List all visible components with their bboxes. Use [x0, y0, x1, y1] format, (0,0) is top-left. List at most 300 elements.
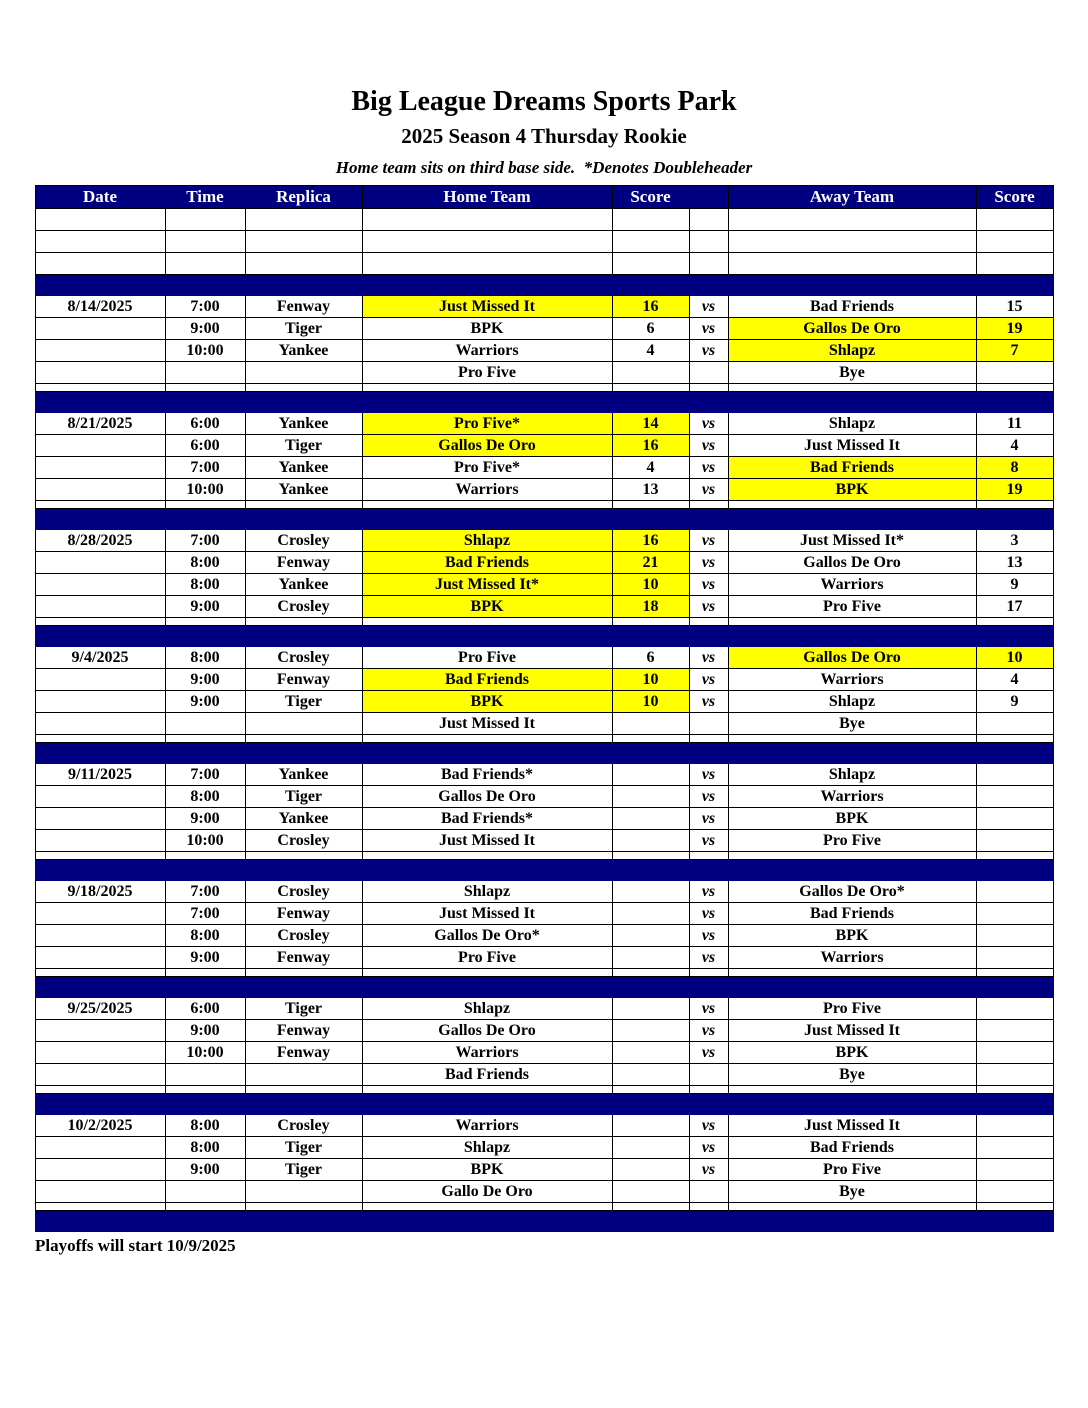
home-team-cell: Shlapz — [362, 530, 612, 552]
separator-row — [35, 509, 1053, 530]
home-score-cell-empty — [612, 231, 689, 253]
home-team-cell: Just Missed It — [362, 830, 612, 852]
replica-cell — [245, 362, 362, 384]
replica-cell-empty — [245, 969, 362, 977]
away-score-cell: 11 — [976, 413, 1053, 435]
replica-cell-empty — [245, 1203, 362, 1211]
home-score-cell — [612, 1181, 689, 1203]
replica-cell: Tiger — [245, 435, 362, 457]
away-score-cell: 3 — [976, 530, 1053, 552]
home-score-cell — [612, 1159, 689, 1181]
game-row — [35, 1115, 1053, 1137]
empty-row — [35, 209, 1053, 231]
replica-cell — [245, 1181, 362, 1203]
vs-cell — [689, 362, 728, 384]
away-team-cell: Bad Friends — [728, 457, 976, 479]
replica-cell: Yankee — [245, 808, 362, 830]
time-cell: 8:00 — [165, 786, 245, 808]
game-row — [35, 596, 1053, 618]
time-cell: 10:00 — [165, 340, 245, 362]
away-score-cell-empty — [976, 384, 1053, 392]
replica-cell: Tiger — [245, 691, 362, 713]
home-team-cell: Bad Friends — [362, 1064, 612, 1086]
away-team-cell: Just Missed It — [728, 1115, 976, 1137]
date-cell-empty — [35, 384, 165, 392]
away-score-cell-empty — [976, 1203, 1053, 1211]
date-cell-empty — [35, 501, 165, 509]
vs-cell: vs — [689, 947, 728, 969]
col-header-home-team: Home Team — [362, 186, 612, 209]
col-header-date: Date — [35, 186, 165, 209]
date-cell — [35, 669, 165, 691]
away-team-cell-empty — [728, 969, 976, 977]
home-team-cell: Just Missed It — [362, 903, 612, 925]
home-score-cell-empty — [612, 618, 689, 626]
home-score-cell: 13 — [612, 479, 689, 501]
away-score-cell: 19 — [976, 318, 1053, 340]
away-score-cell: 4 — [976, 669, 1053, 691]
separator-band — [35, 977, 1053, 998]
page-title: Big League Dreams Sports Park — [351, 86, 737, 117]
game-row — [35, 786, 1053, 808]
vs-cell — [689, 713, 728, 735]
vs-cell-empty — [689, 501, 728, 509]
replica-cell: Yankee — [245, 340, 362, 362]
date-cell: 9/25/2025 — [35, 998, 165, 1020]
home-team-cell-empty — [362, 1203, 612, 1211]
replica-cell: Fenway — [245, 947, 362, 969]
away-score-cell: 9 — [976, 574, 1053, 596]
time-cell: 9:00 — [165, 318, 245, 340]
vs-cell-empty — [689, 1086, 728, 1094]
date-cell — [35, 318, 165, 340]
vs-cell: vs — [689, 296, 728, 318]
time-cell: 9:00 — [165, 669, 245, 691]
time-cell-empty — [165, 618, 245, 626]
away-team-cell: Bad Friends — [728, 1137, 976, 1159]
vs-cell: vs — [689, 340, 728, 362]
away-team-cell: Just Missed It* — [728, 530, 976, 552]
away-team-cell-empty — [728, 618, 976, 626]
home-score-cell-empty — [612, 1203, 689, 1211]
time-cell-empty — [165, 969, 245, 977]
vs-cell: vs — [689, 1020, 728, 1042]
away-team-cell: Gallos De Oro — [728, 318, 976, 340]
away-team-cell: Bye — [728, 1064, 976, 1086]
game-row — [35, 691, 1053, 713]
separator-row — [35, 1211, 1053, 1232]
separator-row — [35, 392, 1053, 413]
separator-band — [35, 1094, 1053, 1115]
spacer-row — [35, 501, 1053, 509]
time-cell: 9:00 — [165, 596, 245, 618]
vs-cell-empty — [689, 618, 728, 626]
home-score-cell: 6 — [612, 647, 689, 669]
home-team-cell: Gallo De Oro — [362, 1181, 612, 1203]
home-team-cell: BPK — [362, 318, 612, 340]
home-score-cell-empty — [612, 209, 689, 231]
away-score-cell — [976, 1115, 1053, 1137]
bye-row — [35, 713, 1053, 735]
home-score-cell: 10 — [612, 669, 689, 691]
col-header-time: Time — [165, 186, 245, 209]
game-row — [35, 998, 1053, 1020]
home-score-cell — [612, 1064, 689, 1086]
date-cell — [35, 903, 165, 925]
replica-cell-empty — [245, 735, 362, 743]
away-team-cell: Bad Friends — [728, 296, 976, 318]
away-team-cell: Warriors — [728, 669, 976, 691]
date-cell: 9/18/2025 — [35, 881, 165, 903]
date-cell — [35, 691, 165, 713]
vs-cell: vs — [689, 881, 728, 903]
home-team-cell: Shlapz — [362, 1137, 612, 1159]
replica-cell: Crosley — [245, 647, 362, 669]
time-cell: 6:00 — [165, 998, 245, 1020]
home-score-cell: 6 — [612, 318, 689, 340]
home-score-cell: 4 — [612, 340, 689, 362]
vs-cell-empty — [689, 735, 728, 743]
vs-cell: vs — [689, 1159, 728, 1181]
time-cell-empty — [165, 253, 245, 275]
away-score-cell-empty — [976, 969, 1053, 977]
away-team-cell: Shlapz — [728, 764, 976, 786]
vs-cell — [689, 1181, 728, 1203]
time-cell: 9:00 — [165, 808, 245, 830]
time-cell: 9:00 — [165, 1020, 245, 1042]
replica-cell-empty — [245, 618, 362, 626]
replica-cell: Tiger — [245, 318, 362, 340]
home-score-cell — [612, 947, 689, 969]
away-team-cell: Pro Five — [728, 998, 976, 1020]
vs-cell: vs — [689, 530, 728, 552]
replica-cell: Tiger — [245, 1159, 362, 1181]
home-team-cell: Gallos De Oro — [362, 435, 612, 457]
replica-cell: Fenway — [245, 1042, 362, 1064]
col-header-replica: Replica — [245, 186, 362, 209]
spacer-row — [35, 384, 1053, 392]
away-team-cell: Bye — [728, 1181, 976, 1203]
date-cell — [35, 1181, 165, 1203]
time-cell-empty — [165, 384, 245, 392]
time-cell — [165, 1064, 245, 1086]
game-row — [35, 479, 1053, 501]
game-row — [35, 413, 1053, 435]
home-score-cell-empty — [612, 969, 689, 977]
home-team-cell: Bad Friends — [362, 552, 612, 574]
home-team-cell-empty — [362, 209, 612, 231]
date-cell-empty — [35, 253, 165, 275]
time-cell: 8:00 — [165, 1137, 245, 1159]
home-score-cell — [612, 362, 689, 384]
vs-cell: vs — [689, 998, 728, 1020]
replica-cell: Yankee — [245, 574, 362, 596]
away-team-cell: Just Missed It — [728, 435, 976, 457]
date-cell — [35, 1042, 165, 1064]
vs-cell: vs — [689, 1042, 728, 1064]
game-row — [35, 435, 1053, 457]
away-score-cell — [976, 764, 1053, 786]
home-team-cell: BPK — [362, 1159, 612, 1181]
away-score-cell-empty — [976, 1086, 1053, 1094]
home-score-cell-empty — [612, 384, 689, 392]
away-score-cell-empty — [976, 618, 1053, 626]
home-score-cell — [612, 881, 689, 903]
time-cell: 7:00 — [165, 764, 245, 786]
vs-cell: vs — [689, 691, 728, 713]
separator-band — [35, 1211, 1053, 1232]
replica-cell-empty — [245, 384, 362, 392]
away-score-cell — [976, 830, 1053, 852]
date-cell — [35, 574, 165, 596]
away-team-cell: Shlapz — [728, 413, 976, 435]
vs-cell: vs — [689, 1115, 728, 1137]
away-score-cell: 8 — [976, 457, 1053, 479]
replica-cell: Crosley — [245, 830, 362, 852]
time-cell: 8:00 — [165, 647, 245, 669]
away-team-cell: Gallos De Oro — [728, 552, 976, 574]
home-score-cell — [612, 925, 689, 947]
date-cell — [35, 362, 165, 384]
away-score-cell — [976, 1020, 1053, 1042]
home-score-cell: 10 — [612, 691, 689, 713]
time-cell: 10:00 — [165, 830, 245, 852]
home-team-cell: Pro Five* — [362, 413, 612, 435]
away-team-cell: BPK — [728, 1042, 976, 1064]
date-cell — [35, 830, 165, 852]
home-team-cell-empty — [362, 618, 612, 626]
vs-cell-empty — [689, 852, 728, 860]
away-score-cell: 15 — [976, 296, 1053, 318]
away-score-cell — [976, 947, 1053, 969]
away-team-cell: Just Missed It — [728, 1020, 976, 1042]
home-team-cell: Pro Five — [362, 362, 612, 384]
schedule-table — [35, 185, 1054, 1232]
away-score-cell-empty — [976, 852, 1053, 860]
vs-cell: vs — [689, 669, 728, 691]
game-row — [35, 947, 1053, 969]
game-row — [35, 669, 1053, 691]
replica-cell: Crosley — [245, 925, 362, 947]
home-team-cell: Warriors — [362, 340, 612, 362]
time-cell: 7:00 — [165, 296, 245, 318]
replica-cell: Tiger — [245, 998, 362, 1020]
game-row — [35, 340, 1053, 362]
away-score-cell — [976, 713, 1053, 735]
vs-cell-empty — [689, 384, 728, 392]
game-row — [35, 903, 1053, 925]
vs-cell: vs — [689, 596, 728, 618]
date-cell — [35, 947, 165, 969]
home-team-cell: Bad Friends* — [362, 764, 612, 786]
date-cell: 9/4/2025 — [35, 647, 165, 669]
away-team-cell: BPK — [728, 479, 976, 501]
separator-row — [35, 860, 1053, 881]
away-team-cell: Bye — [728, 362, 976, 384]
vs-cell-empty — [689, 253, 728, 275]
date-cell-empty — [35, 209, 165, 231]
time-cell: 7:00 — [165, 881, 245, 903]
home-score-cell: 21 — [612, 552, 689, 574]
away-score-cell: 13 — [976, 552, 1053, 574]
bye-row — [35, 1064, 1053, 1086]
bye-row — [35, 1181, 1053, 1203]
away-team-cell: Bad Friends — [728, 903, 976, 925]
header-row — [35, 186, 1053, 209]
spacer-row — [35, 852, 1053, 860]
home-team-cell: Pro Five — [362, 647, 612, 669]
home-team-cell: BPK — [362, 596, 612, 618]
away-score-cell — [976, 881, 1053, 903]
away-score-cell — [976, 1042, 1053, 1064]
game-row — [35, 881, 1053, 903]
date-cell: 9/11/2025 — [35, 764, 165, 786]
vs-cell: vs — [689, 764, 728, 786]
home-team-cell: Warriors — [362, 1042, 612, 1064]
vs-cell-empty — [689, 1203, 728, 1211]
replica-cell: Fenway — [245, 903, 362, 925]
game-row — [35, 296, 1053, 318]
date-cell-empty — [35, 618, 165, 626]
time-cell: 7:00 — [165, 457, 245, 479]
replica-cell: Yankee — [245, 479, 362, 501]
away-score-cell — [976, 362, 1053, 384]
game-row — [35, 552, 1053, 574]
time-cell — [165, 713, 245, 735]
home-score-cell-empty — [612, 852, 689, 860]
date-cell — [35, 925, 165, 947]
date-cell-empty — [35, 735, 165, 743]
home-team-cell: Gallos De Oro — [362, 1020, 612, 1042]
separator-row — [35, 1094, 1053, 1115]
game-row — [35, 574, 1053, 596]
spacer-row — [35, 1086, 1053, 1094]
away-team-cell-empty — [728, 1086, 976, 1094]
away-score-cell-empty — [976, 209, 1053, 231]
away-team-cell-empty — [728, 209, 976, 231]
away-score-cell-empty — [976, 735, 1053, 743]
away-team-cell: Warriors — [728, 947, 976, 969]
replica-cell: Fenway — [245, 1020, 362, 1042]
home-score-cell-empty — [612, 735, 689, 743]
away-team-cell: Shlapz — [728, 691, 976, 713]
away-score-cell — [976, 1181, 1053, 1203]
home-team-note: Home team sits on third base side. *Denotes Doubleheader — [335, 158, 753, 178]
bye-row — [35, 362, 1053, 384]
home-team-cell: Bad Friends — [362, 669, 612, 691]
home-team-cell: Gallos De Oro* — [362, 925, 612, 947]
vs-cell: vs — [689, 318, 728, 340]
time-cell: 10:00 — [165, 479, 245, 501]
replica-cell: Fenway — [245, 669, 362, 691]
vs-cell: vs — [689, 435, 728, 457]
home-score-cell — [612, 1137, 689, 1159]
time-cell-empty — [165, 1203, 245, 1211]
spacer-row — [35, 735, 1053, 743]
vs-cell: vs — [689, 925, 728, 947]
away-team-cell: Bye — [728, 713, 976, 735]
time-cell: 9:00 — [165, 1159, 245, 1181]
home-team-cell: Pro Five* — [362, 457, 612, 479]
separator-band — [35, 509, 1053, 530]
replica-cell: Yankee — [245, 413, 362, 435]
away-score-cell: 7 — [976, 340, 1053, 362]
time-cell — [165, 362, 245, 384]
replica-cell: Tiger — [245, 786, 362, 808]
replica-cell-empty — [245, 852, 362, 860]
time-cell-empty — [165, 1086, 245, 1094]
time-cell-empty — [165, 231, 245, 253]
game-row — [35, 764, 1053, 786]
home-score-cell: 18 — [612, 596, 689, 618]
away-score-cell: 9 — [976, 691, 1053, 713]
home-team-cell: Pro Five — [362, 947, 612, 969]
home-score-cell: 16 — [612, 435, 689, 457]
replica-cell: Fenway — [245, 552, 362, 574]
vs-cell: vs — [689, 903, 728, 925]
vs-cell: vs — [689, 647, 728, 669]
home-score-cell: 10 — [612, 574, 689, 596]
game-row — [35, 830, 1053, 852]
home-score-cell-empty — [612, 253, 689, 275]
home-score-cell: 14 — [612, 413, 689, 435]
home-team-cell-empty — [362, 969, 612, 977]
replica-cell-empty — [245, 231, 362, 253]
vs-cell-empty — [689, 969, 728, 977]
away-score-cell — [976, 925, 1053, 947]
col-header-away-score: Score — [976, 186, 1053, 209]
separator-band — [35, 392, 1053, 413]
separator-band — [35, 860, 1053, 881]
away-score-cell: 4 — [976, 435, 1053, 457]
home-score-cell: 16 — [612, 530, 689, 552]
date-cell — [35, 552, 165, 574]
away-score-cell: 10 — [976, 647, 1053, 669]
away-team-cell: Gallos De Oro* — [728, 881, 976, 903]
home-team-cell-empty — [362, 231, 612, 253]
away-team-cell: Gallos De Oro — [728, 647, 976, 669]
date-cell — [35, 1064, 165, 1086]
spacer-row — [35, 618, 1053, 626]
vs-cell: vs — [689, 808, 728, 830]
game-row — [35, 1042, 1053, 1064]
replica-cell: Crosley — [245, 1115, 362, 1137]
replica-cell: Yankee — [245, 457, 362, 479]
away-score-cell-empty — [976, 253, 1053, 275]
time-cell: 7:00 — [165, 530, 245, 552]
date-cell — [35, 479, 165, 501]
away-team-cell: Warriors — [728, 574, 976, 596]
replica-cell: Crosley — [245, 596, 362, 618]
away-score-cell — [976, 998, 1053, 1020]
time-cell: 9:00 — [165, 691, 245, 713]
replica-cell: Crosley — [245, 881, 362, 903]
home-team-cell: Warriors — [362, 1115, 612, 1137]
away-team-cell: BPK — [728, 808, 976, 830]
date-cell: 8/21/2025 — [35, 413, 165, 435]
replica-cell — [245, 713, 362, 735]
away-score-cell-empty — [976, 501, 1053, 509]
col-header-home-score: Score — [612, 186, 689, 209]
away-score-cell — [976, 1159, 1053, 1181]
away-score-cell — [976, 786, 1053, 808]
replica-cell-empty — [245, 501, 362, 509]
away-team-cell: Warriors — [728, 786, 976, 808]
replica-cell: Yankee — [245, 764, 362, 786]
replica-cell-empty — [245, 253, 362, 275]
game-row — [35, 808, 1053, 830]
away-team-cell: BPK — [728, 925, 976, 947]
